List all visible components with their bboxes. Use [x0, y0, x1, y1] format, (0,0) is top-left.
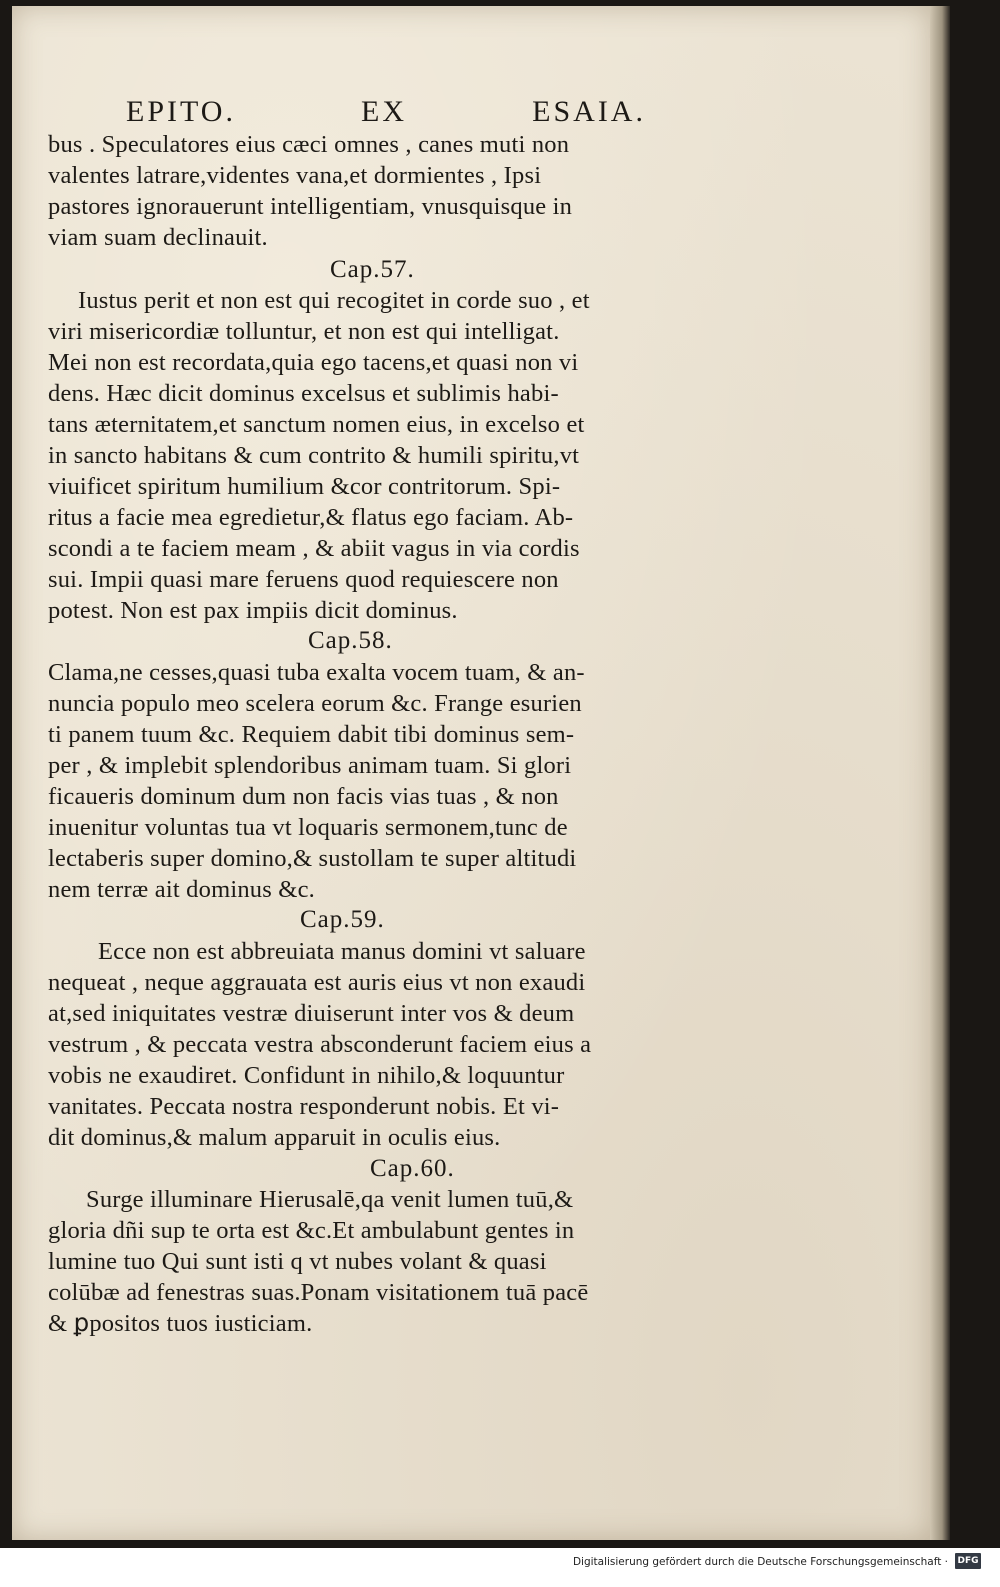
- text-line: in sancto habitans & cum contrito & humili spiritu,vt: [48, 442, 580, 469]
- text-line: sui. Impii quasi mare feruens quod requiescere non: [48, 566, 559, 593]
- text-line: Surge illuminare Hierusalē,qa venit lumen tuū,&: [86, 1186, 574, 1213]
- chapter-heading-57: Cap.57.: [330, 256, 415, 283]
- text-line: lumine tuo Qui sunt isti q vt nubes volant & quasi: [48, 1248, 547, 1275]
- dfg-logo: DFG: [955, 1553, 981, 1569]
- text-line: at,sed iniquitates vestræ diuiserunt inter vos & deum: [48, 1000, 575, 1027]
- text-line: ti panem tuum &c. Requiem dabit tibi dominus sem-: [48, 721, 575, 748]
- text-line: colūbæ ad fenestras suas.Ponam visitationem tuā pacē: [48, 1279, 589, 1306]
- text-line: viuificet spiritum humilium &cor contritorum. Spi-: [48, 473, 561, 500]
- text-line: viri misericordiæ tolluntur, et non est qui intelligat.: [48, 318, 560, 345]
- text-line: vestrum , & peccata vestra absconderunt faciem eius a: [48, 1031, 592, 1058]
- chapter-heading-60: Cap.60.: [370, 1155, 455, 1182]
- text-line: nuncia populo meo scelera eorum &c. Frange esurien: [48, 690, 582, 717]
- text-line: vobis ne exaudiret. Confidunt in nihilo,& loquuntur: [48, 1062, 565, 1089]
- text-line: tans æternitatem,et sanctum nomen eius, in excelso et: [48, 411, 585, 438]
- text-line: vanitates. Peccata nostra responderunt nobis. Et vi-: [48, 1093, 560, 1120]
- text-line: dens. Hæc dicit dominus excelsus et sublimis habi-: [48, 380, 559, 407]
- text-line: valentes latrare,videntes vana,et dormientes , Ipsi: [48, 162, 542, 189]
- text-line: inuenitur voluntas tua vt loquaris sermonem,tunc de: [48, 814, 568, 841]
- funding-credit: Digitalisierung gefördert durch die Deutsche Forschungsgemeinschaft ·: [572, 1556, 948, 1568]
- text-line: pastores ignorauerunt intelligentiam, vnusquisque in: [48, 193, 573, 220]
- text-line: potest. Non est pax impiis dicit dominus.: [48, 597, 458, 624]
- text-line: Ecce non est abbreuiata manus domini vt saluare: [98, 938, 586, 965]
- text-line: nequeat , neque aggrauata est auris eius vt non exaudi: [48, 969, 586, 996]
- text-line: lectaberis super domino,& sustollam te super altitudi: [48, 845, 577, 872]
- text-line: gloria dñi sup te orta est &c.Et ambulabunt gentes in: [48, 1217, 575, 1244]
- text-line: bus . Speculatores eius cæci omnes , canes muti non: [48, 131, 570, 158]
- text-line: Mei non est recordata,quia ego tacens,et quasi non vi: [48, 349, 579, 376]
- text-line: ritus a facie mea egredietur,& flatus ego faciam. Ab-: [48, 504, 574, 531]
- text-line: Iustus perit et non est qui recogitet in corde suo , et: [78, 287, 590, 314]
- text-line: ficaueris dominum dum non facis vias tuas , & non: [48, 783, 559, 810]
- chapter-heading-58: Cap.58.: [308, 627, 393, 654]
- running-head-right: ESAIA.: [532, 95, 646, 128]
- text-line: dit dominus,& malum apparuit in oculis eius.: [48, 1124, 501, 1151]
- text-line: scondi a te faciem meam , & abiit vagus in via cordis: [48, 535, 580, 562]
- running-head-left: EPITO.: [126, 95, 236, 128]
- running-head-center: EX: [361, 95, 408, 128]
- text-line: & ꝑpositos tuos iusticiam.: [48, 1310, 313, 1337]
- chapter-heading-59: Cap.59.: [300, 906, 385, 933]
- text-line: viam suam declinauit.: [48, 224, 268, 251]
- text-line: Clama,ne cesses,quasi tuba exalta vocem tuam, & an-: [48, 659, 585, 686]
- text-line: per , & implebit splendoribus animam tuam. Si glori: [48, 752, 572, 779]
- page-edge: [930, 6, 950, 1540]
- text-line: nem terræ ait dominus &c.: [48, 876, 315, 903]
- running-head: [126, 95, 646, 135]
